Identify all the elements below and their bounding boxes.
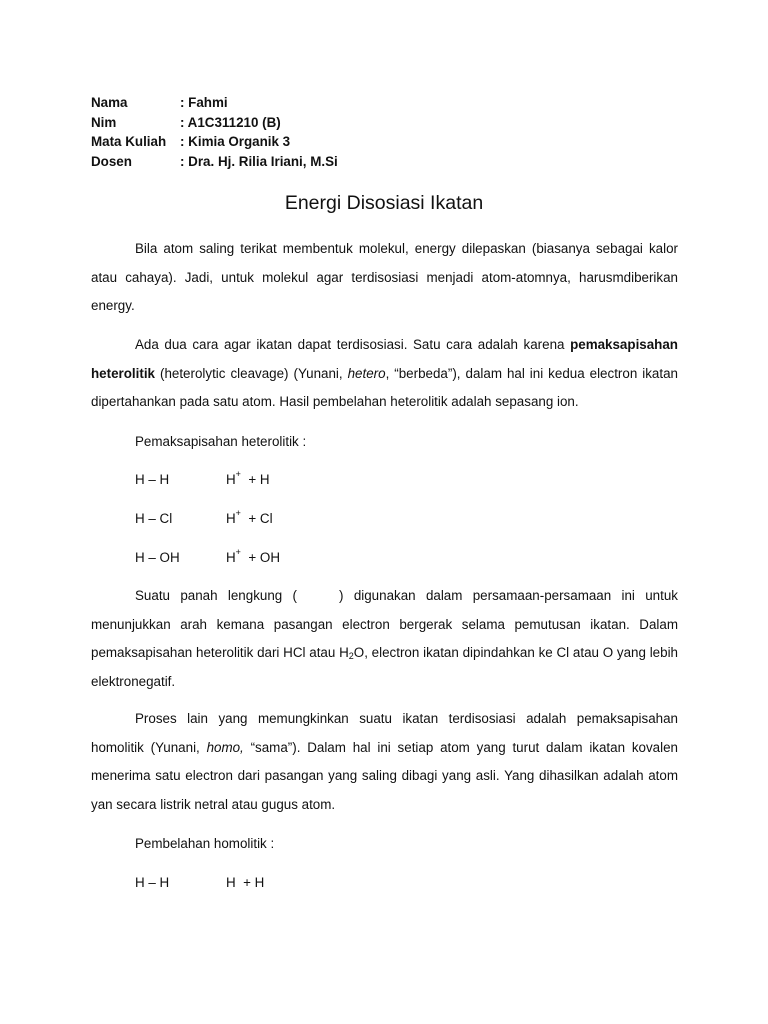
paragraph-text: Bila atom saling terikat membentuk molekul, energy dilepaskan (biasanya sebagai kalor atau cahaya). Jadi, untuk molekul agar terdisosiasi menjadi atom-atomnya, harusmdiberikan energy. (91, 241, 678, 313)
product-text: H (226, 472, 236, 487)
info-row-nama (91, 93, 338, 113)
products (226, 509, 273, 529)
products (226, 470, 270, 490)
document-title: Energi Disosiasi Ikatan (284, 192, 484, 214)
charge: + (235, 469, 241, 479)
info-value: : Dra. Hj. Rilia Iriani, M.Si (180, 153, 338, 169)
info-label: Nama (91, 95, 128, 110)
charge: + (235, 508, 241, 518)
info-value: : Fahmi (180, 95, 228, 110)
product-text: + OH (240, 550, 281, 565)
info-row-mata-kuliah (91, 132, 338, 152)
paragraph-text: , “berbeda”), dalam hal ini kedua electron ikatan dipertahankan pada satu atom. Hasil pembelahan heterolitik adalah sepasang ion. (91, 365, 678, 409)
products: H + H (226, 875, 265, 890)
reactant: H – Cl (135, 511, 173, 526)
paragraph-curved-arrow (91, 582, 678, 696)
info-row-dosen (91, 152, 338, 172)
bold-term: pemaksapisahan heterolitik (91, 337, 678, 381)
info-label: Dosen (91, 153, 132, 169)
reactant: H – H (135, 875, 170, 890)
subscript: 2 (348, 651, 354, 661)
product-text: H (226, 511, 236, 526)
paragraph-text: Proses lain yang memungkinkan suatu ikatan terdisosiasi adalah pemaksapisahan homolitik (Yunani, (91, 711, 678, 755)
charge: + (235, 547, 241, 557)
italic-term: hetero (347, 365, 386, 381)
paragraph-homolytic (91, 705, 678, 819)
reactant: H – H (135, 472, 170, 487)
reactant: H – OH (135, 550, 180, 565)
info-value: : Kimia Organik 3 (180, 134, 291, 149)
info-row-nim (91, 113, 338, 133)
paragraph-text: O, electron ikatan dipindahkan ke Cl atau O yang lebih elektronegatif. (91, 645, 679, 689)
info-label: Mata Kuliah (91, 134, 167, 149)
paragraph-text: Ada dua cara agar ikatan dapat terdisosiasi. Satu cara adalah karena (135, 337, 571, 352)
info-label: Nim (91, 114, 117, 130)
paragraph-text: ) digunakan dalam persamaan-persamaan ini untuk menunjukkan arah kemana pasangan electron bergerak selama pemutusan ikatan. Dalam pemaksapisahan heterolitik dari HCl atau H (91, 588, 678, 660)
student-info (91, 93, 338, 171)
italic-term: homo, (206, 739, 244, 755)
product-text: + Cl (240, 511, 273, 526)
paragraph-text: “sama”). Dalam hal ini setiap atom yang turut dalam ikatan kovalen menerima satu electron dari pasangan yang saling dibagi yang asli. Yang dihasilkan adalah atom yan secara listrik netral atau gugus atom. (91, 739, 678, 812)
products (226, 548, 280, 568)
paragraph-text: (heterolytic cleavage) (Yunani, (155, 365, 348, 381)
paragraph-intro (91, 235, 678, 321)
homolytic-label: Pembelahan homolitik : (135, 836, 275, 851)
product-text: H (226, 550, 236, 565)
info-value: : A1C311210 (B) (180, 114, 281, 130)
product-text: + H (240, 472, 270, 487)
paragraph-text: Suatu panah lengkung ( (135, 588, 298, 603)
heterolytic-label: Pemaksapisahan heterolitik : (135, 434, 307, 449)
paragraph-heterolytic (91, 331, 678, 417)
